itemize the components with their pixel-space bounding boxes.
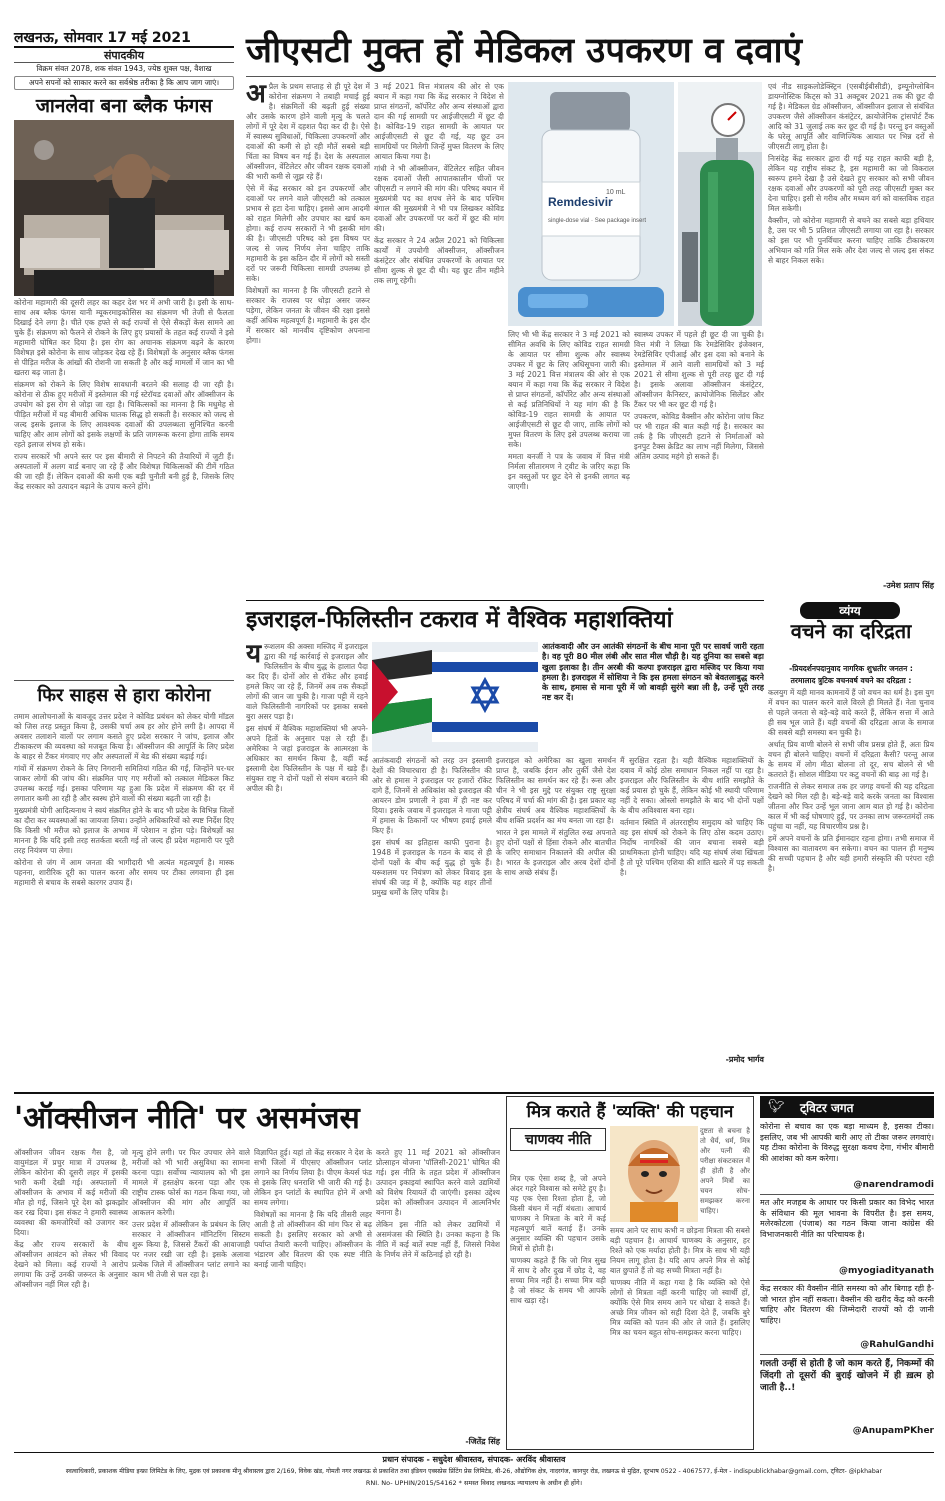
chanakya-col-2: समय आने पर साथ कभी न छोड़ना मित्रता की सबसे बड़ी पहचान है। आचार्य चाणक्य के अनुसार, हर रिश्ते को एक मर्यादा होती है। मित्र के साथ भी यही नियम लागू होता है। यदि आप अपने मित्र से कोई बात छुपाते हैं तो वह सच्ची मित्रता नहीं है। चाणक्य नीति में कहा गया है कि व्यक्ति को ऐसे लोगों से मित्रता नहीं करनी चाहिए जो स्वार्थी हों, क्योंकि ऐसे मित्र समय आने पर धोखा दे सकते हैं। अच्छे मित्र जीवन को सही दिशा देते हैं, जबकि बुरे मित्र व्यक्ति को पतन की ओर ले जाते हैं। इसलिए मित्र का चयन बहुत सोच-समझकर करना चाहिए। <box>610 1226 750 1337</box>
lead-rule <box>246 76 936 77</box>
tweet-divider-2 <box>760 1280 934 1281</box>
tweet-2-text: मत और मजहब के आधार पर किसी प्रकार का विभेद भारत के संविधान की मूल भावना के विपरीत है। इस समय, मलेरकोटला (पंजाब) का गठन किया जाना कांग्रेस की विभाजनकारी नीति का परिचायक है। <box>760 1198 934 1239</box>
lead-under-photo-1: लिए भी भी केंद्र सरकार ने 3 मई 2021 को सीमित अवधि के लिए कोविड राहत सामग्री के आयात पर सीमा शुल्क और स्वास्थ्य उपकर में छूट के लिए अधिसूचना जारी की। 3 मई 2021 वित्त मंत्रालय की ओर से एक बयान में कहा गया कि केंद्र सरकार ने विदेश से प्राप्त संगठनों, कॉर्पोरेट और अन्य संस्थाओं से कई प्रतिनिधियों ने यह मांग की है कि कोविड-19 राहत सामग्री के आयात पर आईजीएसटी से छूट दी जाए, ताकि लोगों को मुफ्त वितरण के लिए इसे उपलब्ध कराया जा सके। ममता बनर्जी ने पत्र के जवाब में वित्त मंत्री निर्मला सीतारमण ने ट्वीट के जरिए कहा कि इन वस्तुओं पर छूट देने से इनकी लागत बढ़ जाएगी। <box>508 330 630 491</box>
israel-col-3: इजराइल को अमेरिका का खुला समर्थन प्राप्त है, जबकि ईरान और तुर्की जैसे देश फिलिस्तीन का समर्थन कर रहे हैं। रूस और चीन ने भी इस मुद्दे पर संयुक्त राष्ट्र सुरक्षा परिषद में चर्चा की मांग की है। इस प्रकार यह क्षेत्रीय संघर्ष अब वैश्विक महाशक्तियों के बीच शक्ति प्रदर्शन का मंच बनता जा रहा है। भारत ने इस मामले में संतुलित रुख अपनाते हुए दोनों पक्षों से हिंसा रोकने और बातचीत के जरिए समाधान निकालने की अपील की है। भारत के इजराइल और अरब देशों दोनों के साथ अच्छे संबंध हैं। <box>496 756 616 877</box>
tweet-divider-3 <box>760 1354 934 1355</box>
tweet-4-text: गलती उन्हीं से होती है जो काम करते हैं, निकम्मों की जिंदगी तो दूसरों की बुराई खोजने में ही ख़त्म हो जाती है..! <box>760 1359 934 1393</box>
israel-flag-photo <box>372 642 538 752</box>
footer-imprint: स्वत्वाधिकारी, प्रकाशक मीडिया इन्फ्रा लिमिटेड के लिए, मुद्रक एवं प्रकाशक मीनू श्रीवास्तव द्वारा 2/169, विवेक खंड, गोमती नगर लखनऊ से प्रकाशित तथा इंडियन एक्सप्रेस प्रिंटिंग प्रेस लिमिटेड, बी-26, औद्योगिक क्षेत्र, नादरगंज, कानपुर रोड, लखनऊ से मुद्रित, दूरभाष 0522 - 4067577, ई-मेल - indispublickhabar@gmail.com, ट्विटर- @ipkhabar <box>65 1468 883 1475</box>
date-line: लखनऊ, सोमवार 17 मई 2021 <box>14 30 191 46</box>
footer-rule <box>14 1452 934 1453</box>
oxygen-policy-headline: 'ऑक्सीजन नीति' पर असमंजस <box>14 1101 360 1136</box>
oxygen-col-2: मृत्यु होने लगी। पर फिर उपचार लेने वाले मरीजों को भी भारी असुविधा का सामना करना पड़ा। सर्वोच्च न्यायालय को भी इस मामले में हस्तक्षेप करना पड़ा और एक राष्ट्रीय टास्क फोर्स का गठन किया गया, जो ऑक्सीजन की मांग और आपूर्ति का आकलन करेगी। उत्तर प्रदेश में ऑक्सीजन के प्रबंधन के लिए सरकार ने ऑक्सीजन मॉनिटरिंग सिस्टम शुरू किया है, जिससे टैंकरों की आवाजाही पर नजर रखी जा रही है। इसके अलावा प्रत्येक जिले में ऑक्सीजन प्लांट लगाने का काम भी तेजी से चल रहा है। <box>132 1148 250 1279</box>
vyang-intro: -प्रियदर्शनपदानुवाद नागरिक शुभ्रतीर जनतन : <box>789 664 913 673</box>
section-label: संपादकीय <box>103 49 145 62</box>
israel-col-1: य रूशलम की अक्सा मस्जिद में इजराइल द्वारा की गई कार्रवाई से इजराइल और फिलिस्तीन के बीच युद्ध के हालात पैदा कर दिए हैं। दोनों ओर से रॉकेट और हवाई हमले किए जा रहे हैं, जिनमें अब तक सैकड़ों लोगों की जान जा चुकी है। गाजा पट्टी में रहने वाले फिलिस्तीनी नागरिकों पर इसका सबसे बुरा असर पड़ा है। इस संघर्ष में वैश्विक महाशक्तियां भी अपने-अपने हितों के अनुसार पक्ष ले रही हैं। अमेरिका ने जहां इजराइल के आत्मरक्षा के अधिकार का समर्थन किया है, वहीं कई इस्लामी देश फिलिस्तीन के पक्ष में खड़े हैं। संयुक्त राष्ट्र ने दोनों पक्षों से संयम बरतने की अपील की है। <box>246 642 368 793</box>
lead-col-right: एवं नीड साइकलोडेक्स्ट्रिन (एसबीईबीसीडी), इम्यूनोग्लोबिन डायग्नोस्टिक किट्स को 31 अक्टूबर 2021 तक की छूट दी गई है। मेडिकल ग्रेड ऑक्सीजन, ऑक्सीजन इलाज से संबंधित उपकरण जैसे ऑक्सीजन कंसंट्रेटर, क्रायोजेनिक ट्रांसपोर्ट टैंक आदि को 31 जुलाई तक कर छूट दी गई है। परन्तु इन वस्तुओं के घरेलू आपूर्ति और वाणिज्यिक आयात पर भिन्न दरों से जीएसटी लागू होता है। निःसंदेह केंद्र सरकार द्वारा दी गई यह राहत काफी बड़ी है, लेकिन यह राष्ट्रीय संकट है, इस महामारी का जो विकराल स्वरूप हमने देखा है उसे देखते हुए सरकार को सभी जीवन रक्षक दवाओं और उपकरणों को पूरी तरह जीएसटी मुक्त कर देना चाहिए। इसी से गरीब और मध्यम वर्ग को वास्तविक राहत मिल सकेगी। वैक्सीन, जो कोरोना महामारी से बचने का सबसे बड़ा हथियार है, उस पर भी 5 प्रतिशत जीएसटी लगाया जा रहा है। सरकार को इस पर भी पुनर्विचार करना चाहिए ताकि टीकाकरण अभियान को गति मिल सके और देश जल्द से जल्द इस संकट से बाहर निकल सके। <box>768 82 934 265</box>
israel-headline: इजराइल-फिलिस्तीन टकराव में वैश्विक महाशक्तियां <box>246 607 673 633</box>
chanakya-tag: चाणक्य नीति <box>510 1128 606 1151</box>
tweet-3-handle[interactable]: @RahulGandhi <box>860 1340 934 1350</box>
israel-col-4: मैं सुरक्षित रहता है। यही वैश्विक महाशक्तियों के दबाव में कोई ठोस समाधान निकल नहीं पा रहा है। इजराइल और फिलिस्तीन के बीच शांति समझौते के कई प्रयास हो चुके हैं, लेकिन कोई भी स्थायी परिणाम नहीं दे सका। ओस्लो समझौते के बाद भी दोनों पक्षों के बीच अविश्वास बना रहा। वर्तमान स्थिति में अंतरराष्ट्रीय समुदाय को चाहिए कि वह इस संघर्ष को रोकने के लिए ठोस कदम उठाए। निर्दोष नागरिकों की जान बचाना सबसे बड़ी प्राथमिकता होनी चाहिए। यदि यह संघर्ष लंबा खिंचता है तो पूरे पश्चिम एशिया की शांति खतरे में पड़ सकती है। <box>620 756 764 877</box>
israel-byline: -प्रमोद भार्गव <box>725 1055 764 1064</box>
lead-headline: जीएसटी मुक्त हों मेडिकल उपकरण व दवाएं <box>246 31 802 71</box>
israel-top-rule <box>246 600 764 601</box>
lead-col-2: 3 मई 2021 वित्त मंत्रालय की ओर से एक बयान में कहा गया कि केंद्र सरकार ने विदेश से प्राप्त संगठनों, कॉर्पोरेट और अन्य संस्थाओं द्वारा दान की गई सामग्री पर आईजीएसटी में छूट दी है। कोविड-19 राहत सामग्री के आयात पर आईजीएसटी से छूट दी गई, यह छूट उन सामग्रियों पर मिलेगी जिन्हें मुफ्त वितरण के लिए आयात किया गया है। गांधी ने भी ऑक्सीजन, वेंटिलेटर सहित जीवन रक्षक दवाओं जैसी आपातकालीन चीजों पर जीएसटी न लगाने की मांग की। परिषद बयान में मुख्यमंत्री पद का शपथ लेने के बाद पश्चिम बंगाल की मुख्यमंत्री ने भी पत्र लिखकर कोविड दवाओं और उपकरणों पर करों में छूट की मांग की। केंद्र सरकार ने 24 अप्रैल 2021 को चिकित्सा कार्यों में उपयोगी ऑक्सीजन, ऑक्सीजन कंसंट्रेटर और संबंधित उपकरणों के आयात पर सीमा शुल्क से छूट दी थी। यह छूट तीन महीने तक लागू रहेगी। <box>374 82 504 285</box>
vyang-intro-2: तरमालाद त्रुटिक वचनवर्ष वचने का दरिद्रता : <box>790 676 912 685</box>
tweet-4-handle[interactable]: @AnupamPKher <box>852 1426 934 1436</box>
black-fungus-headline: जानलेवा बना ब्लैक फंगस <box>35 95 213 117</box>
israel-col-2: आतंकवादी संगठनों को तरह उन इस्लामी देशों की विचारधारा ही है। फिलिस्तीन की ओर से हमास ने इजराइल पर हजारों रॉकेट दागे हैं, जिनमें से अधिकांश को इजराइल की आयरन डोम प्रणाली ने हवा में ही नष्ट कर दिया। इसके जवाब में इजराइल ने गाजा पट्टी में हमास के ठिकानों पर भीषण हवाई हमले किए हैं। इस संघर्ष का इतिहास काफी पुराना है। 1948 में इजराइल के गठन के बाद से ही दोनों पक्षों के बीच कई युद्ध हो चुके हैं। यरूशलम पर नियंत्रण को लेकर विवाद इस संघर्ष की जड़ में है, क्योंकि यह शहर तीनों प्रमुख धर्मों के लिए पवित्र है। <box>372 756 492 897</box>
oxygen-col-3: विज्ञापित हुई। यहां तो केंद्र सरकार ने देश के सभी जिलों में पीएसए ऑक्सीजन प्लांट लगाने का निर्णय लिया है। पीएम केयर्स फंड से इसके लिए धनराशि भी जारी की गई है। लेकिन इन प्लांटों के स्थापित होने में अभी समय लगेगा। विशेषज्ञों का मानना है कि यदि तीसरी लहर आती है तो ऑक्सीजन की मांग फिर से बढ़ सकती है। इसलिए सरकार को अभी से पर्याप्त तैयारी करनी चाहिए। ऑक्सीजन के भंडारण और वितरण की एक स्पष्ट नीति बनाई जानी चाहिए। <box>254 1148 372 1269</box>
corona-body: तमाम आलोचनाओं के बावजूद उत्तर प्रदेश ने कोविड प्रबंधन को लेकर योगी मॉडल को जिस तरह प्रस्तुत किया है, उसकी चर्चा अब हर ओर होने लगी है। आपदा में अवसर तलाशने वालों पर लगाम कसते हुए प्रदेश सरकार ने जांच, इलाज और टीकाकरण की व्यवस्था को मजबूत किया है। ऑक्सीजन की आपूर्ति के लिए प्रदेश के बाहर से टैंकर मंगवाए गए और अस्पतालों में बेड की संख्या बढ़ाई गई। गांवों में संक्रमण रोकने के लिए निगरानी समितियां गठित की गईं, जिन्होंने घर-घर जाकर लोगों की जांच की। संक्रमित पाए गए मरीजों को तत्काल मेडिकल किट उपलब्ध कराई गई। इसका परिणाम यह हुआ कि प्रदेश में संक्रमण की दर में लगातार कमी आ रही है और स्वस्थ होने वालों की संख्या बढ़ती जा रही है। मुख्यमंत्री योगी आदित्यनाथ ने स्वयं संक्रमित होने के बाद भी प्रदेश के विभिन्न जिलों का दौरा कर व्यवस्थाओं का जायजा लिया। उन्होंने अधिकारियों को स्पष्ट निर्देश दिए कि किसी भी मरीज को इलाज के अभाव में परेशान न होना पड़े। विशेषज्ञों का मानना है कि यदि इसी तरह सतर्कता बरती गई तो जल्द ही प्रदेश महामारी पर पूरी तरह नियंत्रण पा लेगा। कोरोना से जंग में आम जनता की भागीदारी भी अत्यंत महत्वपूर्ण है। मास्क पहनना, शारीरिक दूरी का पालन करना और समय पर टीका लगवाना ही इस महामारी से बचाव के सबसे कारगर उपाय हैं। <box>14 712 234 887</box>
oxygen-col-4: करते हुए 11 मई 2021 को ऑक्सीजन प्रोत्साहन योजना 'पॉलिसी-2021' घोषित की गई। इस नीति के तहत प्रदेश में ऑक्सीजन उत्पादन इकाइयां स्थापित करने वाले उद्यमियों को विशेष रियायतें दी जाएंगी। इसका उद्देश्य प्रदेश को ऑक्सीजन उत्पादन में आत्मनिर्भर बनाना है। लेकिन इस नीति को लेकर उद्यमियों में असमंजस की स्थिति है। उनका कहना है कि नीति में कई बातें स्पष्ट नहीं हैं, जिससे निवेश के निर्णय लेने में कठिनाई हो रही है। <box>376 1148 500 1259</box>
twitter-header <box>760 1096 934 1118</box>
masthead-rule <box>14 62 234 63</box>
tweet-3-text: केंद्र सरकार की वैक्सीन नीति समस्या को और बिगाड़ रही है- जो भारत होन नहीं सकता। वैक्सीन की खरीद केंद्र को करनी चाहिए और वितरण की जिम्मेदारी राज्यों को दी जानी चाहिए। <box>760 1284 934 1325</box>
twitter-bird-icon: 🐦︎ <box>768 1099 785 1114</box>
remdesivir-photo <box>508 82 674 326</box>
israel-dropcap: य <box>246 642 262 669</box>
corona-rule <box>14 680 234 681</box>
lead-under-photo-2: स्वास्थ्य उपकर में पहले ही छूट दी जा चुकी है। वित्त मंत्री ने लिखा कि रेमडेसिविर इंजेक्शन, रेमडेसिविर एपीआई और इस दवा को बनाने के इस्तेमाल में आने वाली सामग्रियों को 3 मई 2021 से सीमा शुल्क से पूरी तरह छूट दी गई है। इसके अलावा ऑक्सीजन कंसंट्रेटर, ऑक्सीजन कैनिस्टर, क्रायोजेनिक सिलेंडर और टैंकर पर भी कर छूट दी गई है। उपकरण, कोविड वैक्सीन और कोरोना जांच किट पर भी राहत की बात कही गई है। सरकार का तर्क है कि जीएसटी हटाने से निर्माताओं को इनपुट टैक्स क्रेडिट का लाभ नहीं मिलेगा, जिससे अंतिम उत्पाद महंगे हो सकते हैं। <box>634 330 764 461</box>
oxygen-col-1: ऑक्सीजन जीवन रक्षक गैस है, जो वायुमंडल में प्रचुर मात्रा में उपलब्ध है, लेकिन कोरोना की दूसरी लहर में इसकी भारी कमी देखी गई। अस्पतालों में ऑक्सीजन के अभाव में कई मरीजों की मौत हो गई, जिसने पूरे देश को झकझोर कर रख दिया। इस संकट ने हमारी स्वास्थ्य व्यवस्था की कमजोरियों को उजागर कर दिया। केंद्र और राज्य सरकारों के बीच ऑक्सीजन आवंटन को लेकर भी विवाद देखने को मिला। कई राज्यों ने आरोप लगाया कि उन्हें उनकी जरूरत के अनुसार ऑक्सीजन नहीं मिल रही है। <box>14 1148 128 1289</box>
vyang-body: कलयुग में यही मानव कामनायें हैं जो वचन का धर्म है। इस युग में वचन का पालन करने वाले विरले ही मिलते हैं। नेता चुनाव से पहले जनता से बड़े-बड़े वादे करते हैं, लेकिन सत्ता में आते ही सब भूल जाते हैं। यही वचनों की दरिद्रता आज के समाज की सबसे बड़ी समस्या बन चुकी है। अर्थात् प्रिय वाणी बोलने से सभी जीव प्रसन्न होते हैं, अतः प्रिय वचन ही बोलने चाहिए। वचनों में दरिद्रता कैसी? परन्तु आज के समय में लोग मीठा बोलना तो दूर, सच बोलने से भी कतराते हैं। सोशल मीडिया पर कटु वचनों की बाढ़ आ गई है। राजनीति से लेकर समाज तक हर जगह वचनों की यह दरिद्रता देखने को मिल रही है। बड़े-बड़े वादे करके जनता का विश्वास जीतना और फिर उन्हें भूल जाना आम बात हो गई है। कोरोना काल में भी कई घोषणाएं हुईं, पर उनका लाभ जरूरतमंदों तक पहुंचा या नहीं, यह विचारणीय प्रश्न है। हमें अपने वचनों के प्रति ईमानदार रहना होगा। तभी समाज में विश्वास का वातावरण बन सकेगा। वचन का पालन ही मनुष्य की सच्ची पहचान है और यही हमारी संस्कृति की परंपरा रही है। <box>768 688 934 873</box>
tweet-2-handle[interactable]: @myogiadityanath <box>839 1266 934 1276</box>
vyang-tag: व्यंग्य <box>800 602 900 619</box>
remdesivir-label: Remdesivir <box>548 195 613 209</box>
tweet-1-text: कोरोना से बचाव का एक बड़ा माध्यम है, इसका टीका। इसलिए, जब भी आपकी बारी आए तो टीका जरूर लगवाएं। यह टीका कोरोना के विरुद्ध सुरक्षा कवच देगा, गंभीर बीमारी की आशंका को कम करेगा। <box>760 1122 934 1163</box>
black-fungus-body: कोरोना महामारी की दूसरी लहर का कहर देश भर में अभी जारी है। इसी के साथ-साथ अब ब्लैक फंगस यानी म्यूकरमाइकोसिस का संक्रमण भी तेजी से फैलता दिखाई देने लगा है। चीते एक हफ्ते से कई राज्यों से ऐसे सैकड़ों केस सामने आ चुके हैं। संक्रमण को फैलने से रोकने के लिए हुए प्रयासों के तहत कई राज्यों ने इसे महामारी घोषित कर दिया है। इस रोग का अचानक संक्रमण बढ़ने के कारण विशेषज्ञ इसे कोरोना के साथ जोड़कर देख रहे हैं। विशेषज्ञों के अनुसार ब्लैक फंगस से पीड़ित मरीज के आंखों की रोशनी जा सकती है और कई मामलों में जान का भी खतरा बढ़ जाता है। संक्रमण को रोकने के लिए विशेष सावधानी बरतने की सलाह दी जा रही है। कोरोना से ठीक हुए मरीजों में इस्तेमाल की गई स्टेरॉयड दवाओं और ऑक्सीजन के उपयोग को इस रोग से जोड़ा जा रहा है। चिकित्सकों का मानना है कि मधुमेह से पीड़ित मरीजों में यह बीमारी अधिक घातक सिद्ध हो सकती है। सरकार को जल्द से जल्द इसके इलाज के लिए आवश्यक दवाओं की उपलब्धता सुनिश्चित करनी चाहिए और आम लोगों को इसके लक्षणों के प्रति जागरूक करना होगा ताकि समय रहते इलाज संभव हो सके। राज्य सरकारें भी अपने स्तर पर इस बीमारी से निपटने की तैयारियों में जुटी हैं। अस्पतालों में अलग वार्ड बनाए जा रहे हैं और विशेषज्ञ चिकित्सकों की टीमें गठित की जा रही हैं। लेकिन दवाओं की कमी एक बड़ी चुनौती बनी हुई है, जिसके लिए केंद्र सरकार को उत्पादन बढ़ाने के उपाय करने होंगे। <box>14 298 234 491</box>
footer-editor-line: प्रधान संपादक - सधुदेश श्रीवास्तव, संपादक- अरविंद श्रीवास्तव <box>382 1455 566 1464</box>
hospital-photo <box>14 120 234 296</box>
oxygen-byline: -जितेंद्र सिंह <box>465 1437 500 1446</box>
corona-headline: फिर साहस से हारा कोरोना <box>37 685 211 706</box>
chanakya-col-1: मित्र एक ऐसा शब्द है, जो अपने अंदर गहरे विश्वास को समेटे हुए है। यह एक ऐसा रिश्ता होता है, जो किसी बंधन में नहीं बंधता। आचार्य चाणक्य ने मित्रता के बारे में कई महत्वपूर्ण बातें बताई हैं। उनके अनुसार व्यक्ति की पहचान उसके मित्रों से होती है। चाणक्य कहते हैं कि जो मित्र सुख में साथ दे और दुख में छोड़ दे, वह सच्चा मित्र नहीं है। सच्चा मित्र वही है जो संकट के समय भी आपके साथ खड़ा रहे। <box>510 1174 606 1305</box>
chanakya-headline: मित्र कराते हैं 'व्यक्ति' की पहचान <box>526 1102 734 1122</box>
motto: अपने सपनों को साकार करने का सर्वश्रेष्ठ तरीका है कि आप जाग जाएं। <box>14 76 234 90</box>
tweet-divider-1 <box>760 1194 934 1195</box>
footer-rni: RNI. No- UPHIN/2015/54162 * समस्त विवाद लखनऊ न्यायालय के अधीन ही होंगे। <box>365 1479 583 1487</box>
lead-byline: -उमेश प्रताप सिंह <box>883 581 934 590</box>
lead-dropcap: अ <box>246 82 266 109</box>
oxygen-cylinder-photo <box>678 82 762 326</box>
samvat-line: विक्रम संवत 2078, शक संवत 1943, ज्येष्ठ शुक्ल पक्ष, वैशाख <box>36 64 212 73</box>
lead-col-1: अ प्रैल के प्रथम सप्ताह से ही पूरे देश में कोरोना संक्रमण ने तबाही मचाई हुई है। संक्रमितों की बढ़ती हुई संख्या और उसके कारण होने वाली मृत्यु के चलते लोगों में पूरे देश में दहशत पैदा कर दी है। ऐसे में स्वास्थ्य सुविधाओं, चिकित्सा उपकरणों और दवाओं की कमी से हो रही मौतें सबसे बड़ी चिंता का विषय बन गई हैं। देश के अस्पताल ऑक्सीजन, वेंटिलेटर और जीवन रक्षक दवाओं की भारी कमी से जूझ रहे हैं। ऐसे में केंद्र सरकार को इन उपकरणों और दवाओं पर लगने वाले जीएसटी को तत्काल प्रभाव से हटा देना चाहिए। इससे आम आदमी को राहत मिलेगी और उपचार का खर्च कम होगा। कई राज्य सरकारों ने भी इसकी मांग की है। जीएसटी परिषद को इस विषय पर जल्द से जल्द निर्णय लेना चाहिए ताकि महामारी के इस कठिन दौर में लोगों को सस्ती दरों पर जरूरी चिकित्सा सामग्री उपलब्ध हो सके। विशेषज्ञों का मानना है कि जीएसटी हटाने से सरकार के राजस्व पर थोड़ा असर जरूर पड़ेगा, लेकिन जनता के जीवन की रक्षा इससे कहीं अधिक महत्वपूर्ण है। महामारी के इस दौर में सरकार को मानवीय दृष्टिकोण अपनाना होगा। <box>246 82 370 345</box>
tweet-1-handle[interactable]: @narendramodi <box>853 1180 934 1190</box>
chanakya-portrait <box>610 1126 698 1222</box>
bottom-divider <box>14 1092 934 1094</box>
svg-text:single-dose vial · See package: single-dose vial · See package insert <box>548 218 647 224</box>
vyang-headline: वचने का दरिद्रता <box>790 619 912 643</box>
twitter-title: ट्विटर जगत <box>800 1101 854 1115</box>
israel-pull-quote: आतंकवादी और उन आतंकी संगठनों के बीच माना पूरी पर सावर्ध जारी रहता है। वह पूरी 80 मील लंबी और सात मील चौड़ी है। यह दुनिया का सबसे बड़ा खुला इलाका है। तीन अरबी की कल्पा इजराइल द्वारा मस्जिद पर किया गया हमला है। इजराइल में सोशिया ने कि इस हमला संगठन को बेवतलाबुद्ध करने के साथ, हमास से माना पूरी में जो बावड़ी सुरंगे बन्ना ली है, उन्हें पूरी तरह नष्ट कर दें। <box>542 642 764 703</box>
dose-label: 10 mL <box>606 189 626 196</box>
chanakya-side-text: दुष्टता से बचना है तो धैर्य, धर्म, मित्र और पत्नी की परीक्षा संकटकाल में ही होती है और अपने मित्रों का चयन सोच-समझकर करना चाहिए। <box>700 1127 750 1215</box>
